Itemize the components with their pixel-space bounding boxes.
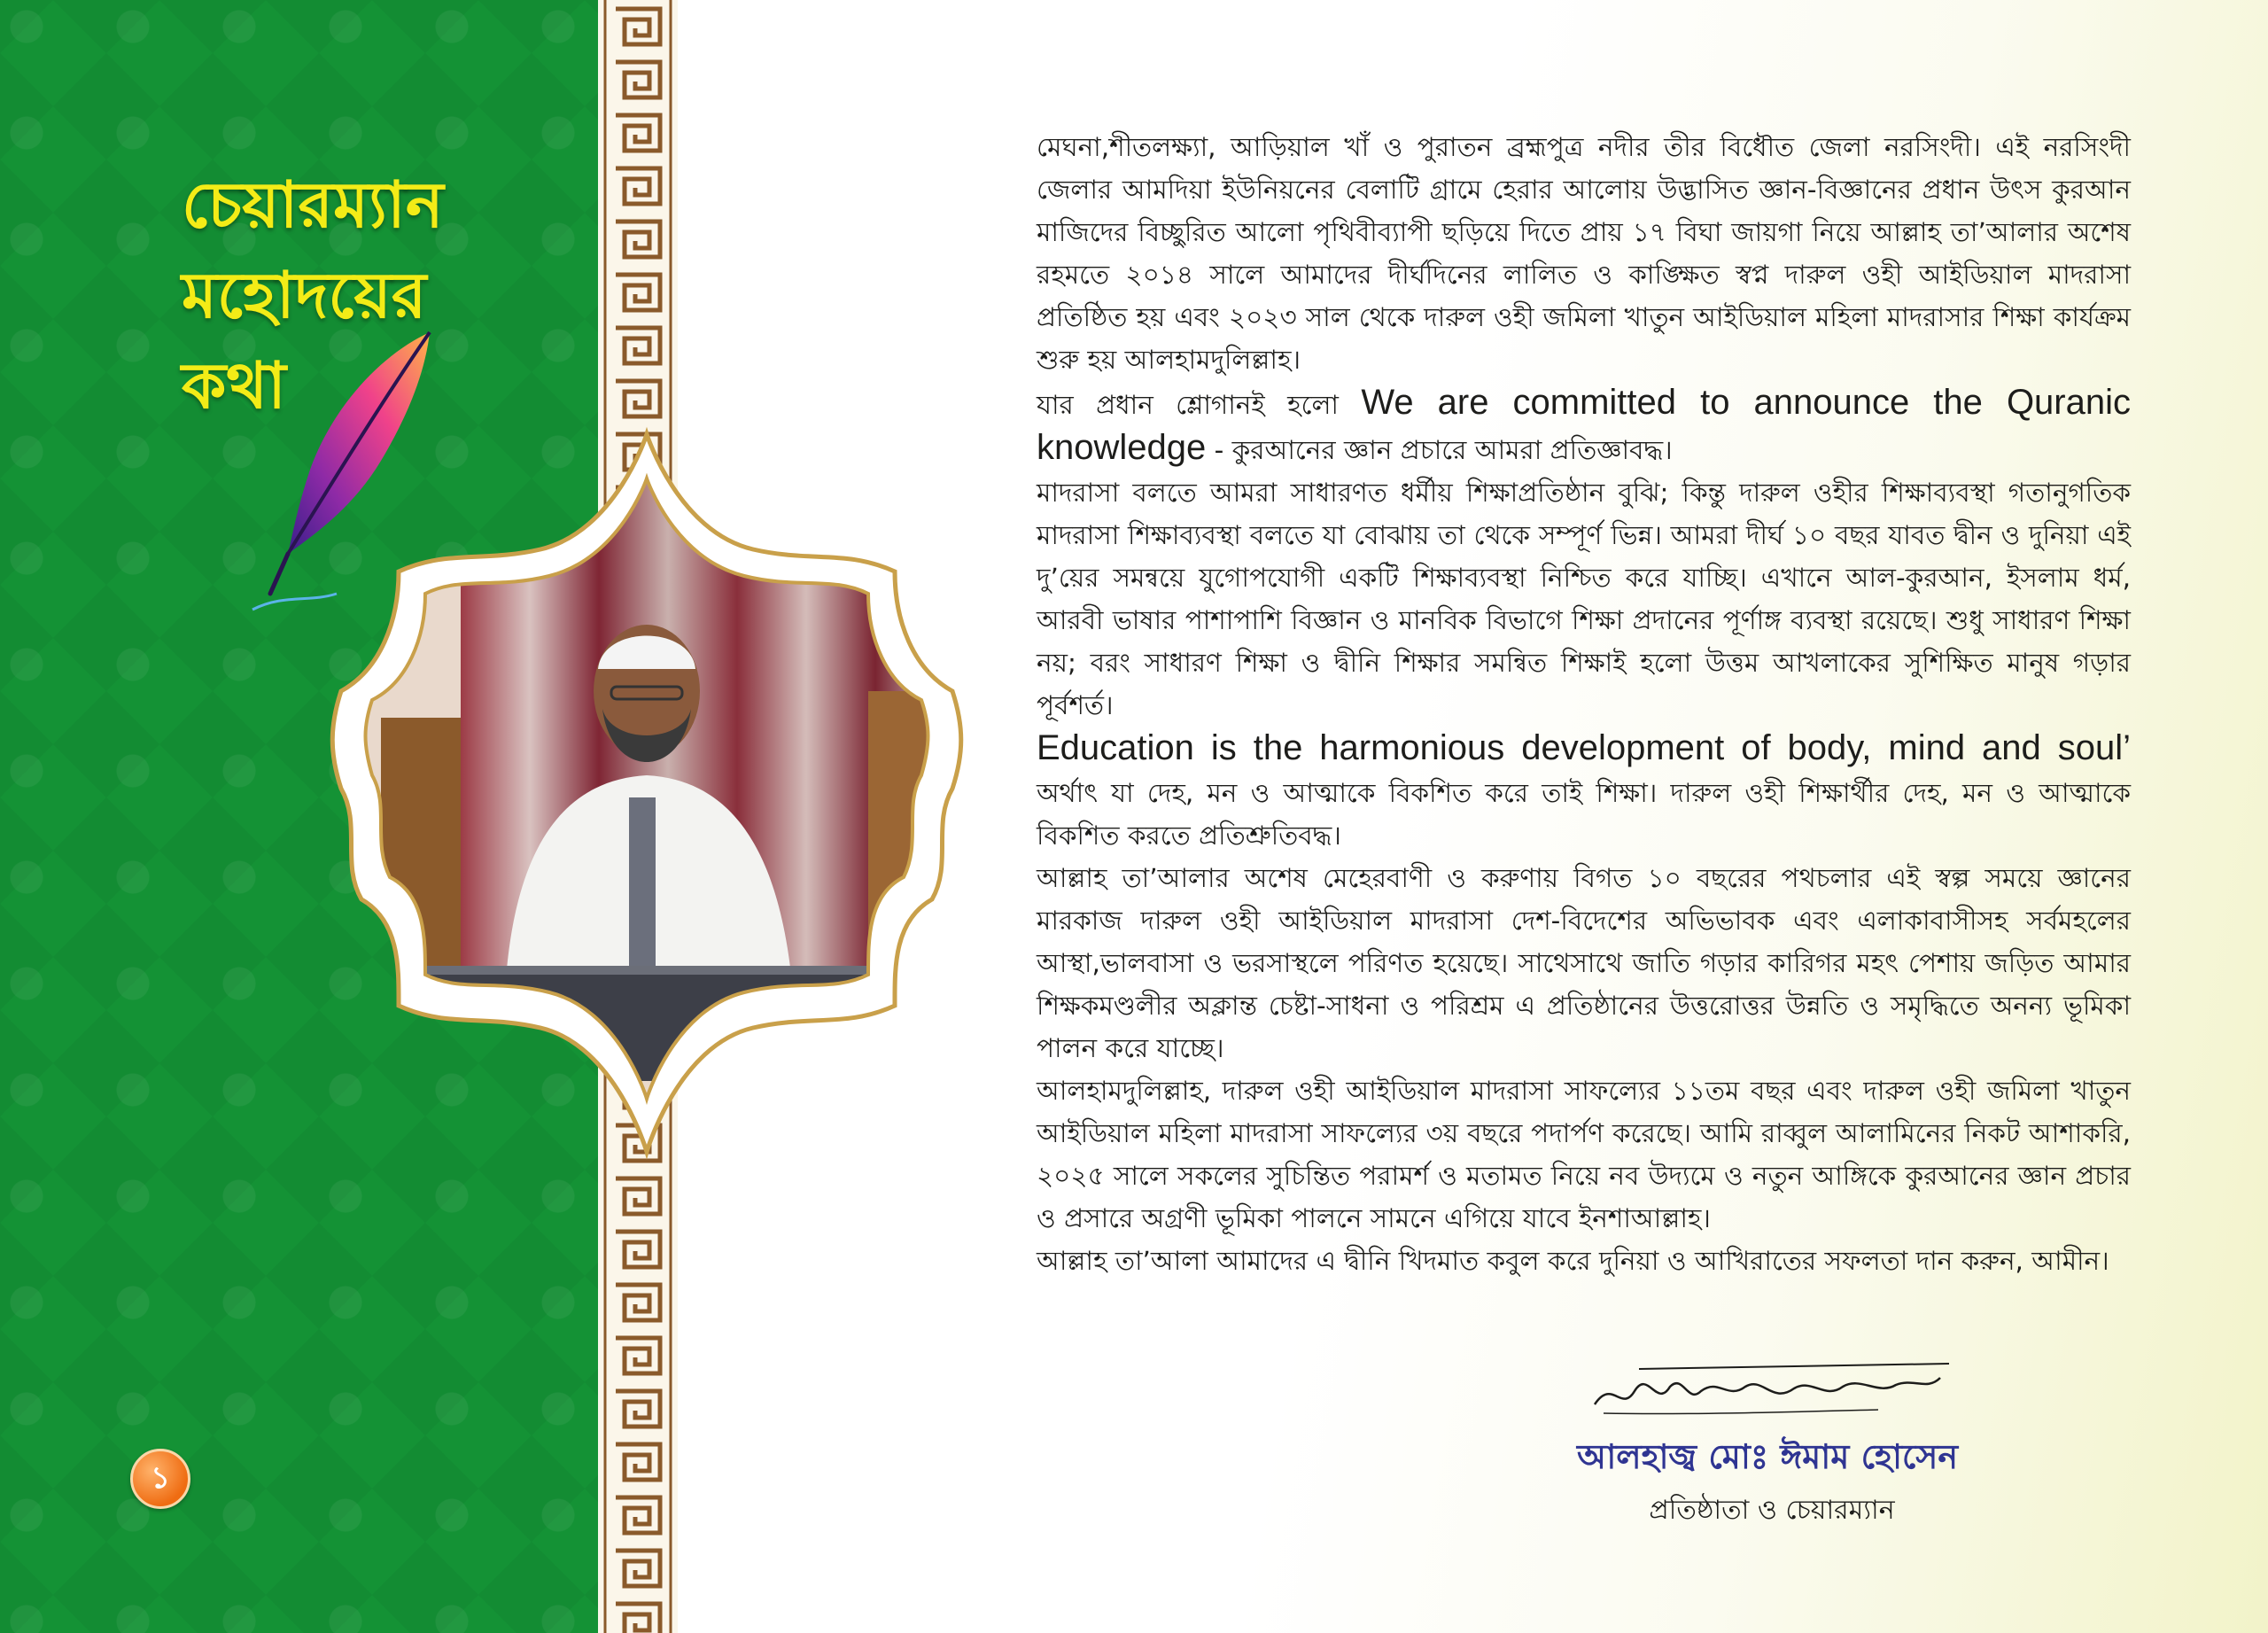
- message-paragraph-5: আল্লাহ তা’আলার অশেষ মেহেরবাণী ও করুণায় বিগত ১০ বছরের পথচলার এই স্বল্প সময়ে জ্ঞানের মারকাজ দারুল ওহী আইডিয়াল মাদরাসা দেশ-বিদেশের অভিভাবক এবং এলাকাবাসীসহ সর্বমহলের আস্থা,ভালবাসা ও ভরসাস্থলে পরিণত হয়েছে। সাথেসাথে জাতি গড়ার কারিগর মহৎ পেশায় জড়িত আমার শিক্ষকমণ্ডলীর অক্লান্ত চেষ্টা-সাধনা ও পরিশ্রম এ প্রতিষ্ঠানের উত্তরোত্তর উন্নতি ও সমৃদ্ধিতে অনন্য ভূমিকা পালন করে যাচ্ছে।: [1037, 863, 2131, 1063]
- education-quote-bengali: অর্থাৎ যা দেহ, মন ও আত্মাকে বিকশিত করে তাই শিক্ষা। দারুল ওহী শিক্ষার্থীর দেহ, মন ও আত্মাকে বিকশিত করতে প্রতিশ্রুতিবদ্ধ।: [1037, 778, 2131, 851]
- message-paragraph-2: [1037, 381, 2131, 471]
- slogan-translation: - কুরআনের জ্ঞান প্রচারে আমরা প্রতিজ্ঞাবদ্ধ।: [1206, 435, 1673, 465]
- chairman-message-body: [1037, 126, 2131, 1282]
- heading-line-2: মহোদয়ের: [182, 258, 427, 332]
- message-paragraph-4: [1037, 727, 2131, 857]
- slogan-intro: যার প্রধান শ্লোগানই হলো: [1037, 390, 1362, 420]
- message-paragraph-1: মেঘনা,শীতলক্ষ্যা, আড়িয়াল খাঁ ও পুরাতন ব্রহ্মপুত্র নদীর তীর বিধৌত জেলা নরসিংদী। এই নরসিংদী জেলার আমদিয়া ইউনিয়নের বেলাটি গ্রামে হেরার আলোয় উদ্ভাসিত জ্ঞান-বিজ্ঞানের প্রধান উৎস কুরআন মাজিদের বিচ্ছুরিত আলো পৃথিবীব্যাপী ছড়িয়ে দিতে প্রায় ১৭ বিঘা জায়গা নিয়ে আল্লাহ তা’আলার অশেষ রহমতে ২০১৪ সালে আমাদের দীর্ঘদিনের লালিত ও কাঙ্ক্ষিত স্বপ্ন দারুল ওহী আইডিয়াল মাদরাসা প্রতিষ্ঠিত হয় এবং ২০২৩ সাল থেকে দারুল ওহী জমিলা খাতুন আইডিয়াল মহিলা মাদরাসার শিক্ষা কার্যক্রম শুরু হয় আলহামদুলিল্লাহ।: [1037, 132, 2131, 375]
- signature-scribble: [1586, 1351, 1967, 1422]
- portrait-photo-frame: [301, 425, 992, 1205]
- heading-line-3: কথা: [182, 348, 286, 423]
- page-number-badge: ১: [130, 1449, 190, 1509]
- slogan-english: We are committed to announce the Quranic knowledge: [1037, 383, 2132, 467]
- message-paragraph-6: আলহামদুলিল্লাহ, দারুল ওহী আইডিয়াল মাদরাসা সাফল্যের ১১তম বছর এবং দারুল ওহী জমিলা খাতুন আইডিয়াল মহিলা মাদরাসা সাফল্যের ৩য় বছরে পদার্পণ করেছে। আমি রাব্বুল আলামিনের নিকট আশাকরি, ২০২৫ সালে সকলের সুচিন্তিত পরামর্শ ও মতামত নিয়ে নব উদ্যমে ও নতুন আঙ্গিকে কুরআনের জ্ঞান প্রচার ও প্রসারে অগ্রণী ভূমিকা পালনে সামনে এগিয়ে যাবে ইনশাআল্লাহ।: [1037, 1076, 2131, 1233]
- signer-title: প্রতিষ্ঠাতা ও চেয়ারম্যান: [1649, 1495, 1895, 1526]
- heading-line-1: চেয়ারম্যান: [182, 167, 444, 242]
- signer-name: আলহাজ্ব মোঃ ঈমাম হোসেন: [1576, 1437, 1959, 1476]
- message-paragraph-3: মাদরাসা বলতে আমরা সাধারণত ধর্মীয় শিক্ষাপ্রতিষ্ঠান বুঝি; কিন্তু দারুল ওহীর শিক্ষাব্যবস্থা গতানুগতিক মাদরাসা শিক্ষাব্যবস্থা বলতে যা বোঝায় তা থেকে সম্পূর্ণ ভিন্ন। আমরা দীর্ঘ ১০ বছর যাবত দ্বীন ও দুনিয়া এই দু’য়ের সমন্বয়ে যুগোপযোগী একটি শিক্ষাব্যবস্থা নিশ্চিত করে যাচ্ছি। এখানে আল-কুরআন, ইসলাম ধর্ম, আরবী ভাষার পাশাপাশি বিজ্ঞান ও মানবিক বিভাগে শিক্ষা প্রদানের পূর্ণাঙ্গ ব্যবস্থা রয়েছে। শুধু সাধারণ শিক্ষা নয়; বরং সাধারণ শিক্ষা ও দ্বীনি শিক্ষার সমন্বিত শিক্ষাই হলো উত্তম আখলাকের সুশিক্ষিত মানুষ গড়ার পূর্বশর্ত।: [1037, 478, 2131, 720]
- education-quote-english: Education is the harmonious development of body, mind and soul’: [1037, 728, 2131, 767]
- message-paragraph-7: আল্লাহ তা’আলা আমাদের এ দ্বীনি খিদমাত কবুল করে দুনিয়া ও আখিরাতের সফলতা দান করুন, আমীন।: [1037, 1246, 2109, 1276]
